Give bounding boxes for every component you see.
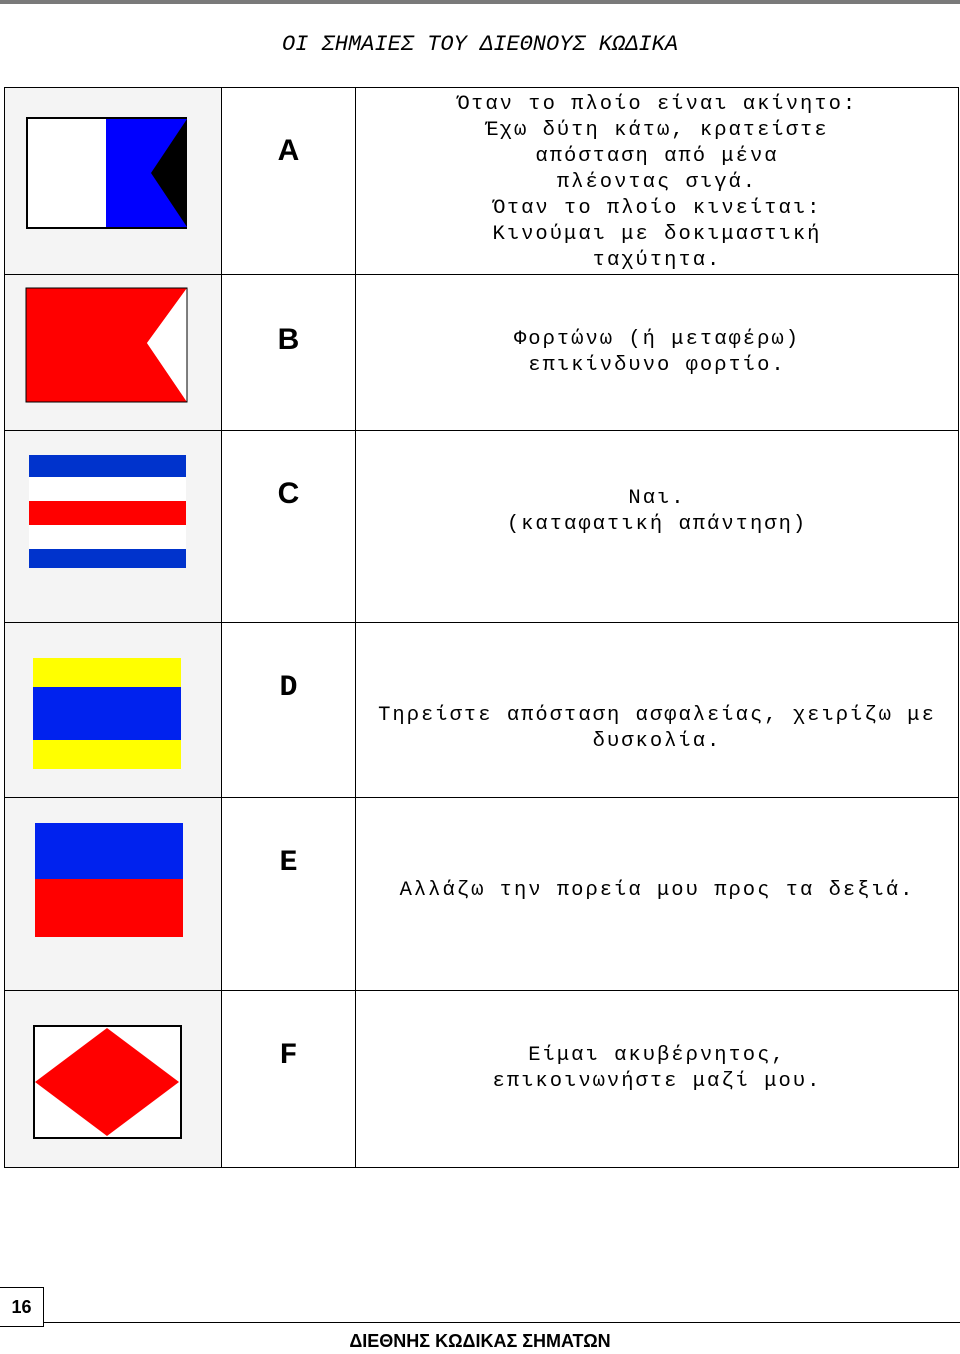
top-rule (0, 0, 960, 4)
flag-f-image (5, 991, 221, 1167)
flag-letter: E (279, 846, 298, 880)
letter-cell (222, 275, 356, 431)
flag-description: Φορτώνω (ή μεταφέρω) επικίνδυνο φορτίο. (513, 327, 801, 377)
description-cell (356, 798, 959, 991)
flag-d-image (5, 623, 221, 797)
letter-cell (222, 991, 356, 1168)
flag-description: Τηρείστε απόσταση ασφαλείας, χειρίζω με δυσκολία. (378, 704, 936, 753)
flag-cell (5, 88, 222, 275)
flag-cell (5, 991, 222, 1168)
footer-title: ΔΙΕΘΝΗΣ ΚΩΔΙΚΑΣ ΣΗΜΑΤΩΝ (349, 1331, 611, 1351)
flag-letter: F (279, 1039, 298, 1073)
letter-cell (222, 431, 356, 623)
table-row (5, 431, 959, 623)
letter-cell (222, 623, 356, 798)
flag-cell (5, 431, 222, 623)
flag-cell (5, 623, 222, 798)
flag-description: Είμαι ακυβέρνητος, επικοινωνήστε μαζί μου. (492, 1044, 822, 1093)
flag-letter: C (277, 477, 300, 510)
flag-a-image (5, 88, 221, 271)
table-row (5, 88, 959, 275)
flag-description: Αλλάζω την πορεία μου προς τα δεξιά. (399, 879, 915, 902)
description-cell (356, 991, 959, 1168)
flag-letter: B (277, 323, 300, 356)
flag-e-image (5, 798, 221, 990)
letter-cell (222, 798, 356, 991)
flag-cell (5, 275, 222, 431)
table-row (5, 991, 959, 1168)
description-cell (356, 88, 959, 275)
table-row (5, 798, 959, 991)
flag-description: Ναι. (καταφατική απάντηση) (506, 487, 808, 536)
flag-c-image (5, 431, 221, 622)
description-cell (356, 431, 959, 623)
description-cell (356, 623, 959, 798)
letter-cell (222, 88, 356, 275)
page-title: ΟΙ ΣΗΜΑΙΕΣ ΤΟΥ ΔΙΕΘΝΟΥΣ ΚΩΔΙΚΑ (281, 32, 679, 57)
flag-cell (5, 798, 222, 991)
description-cell (356, 275, 959, 431)
flag-description: Όταν το πλοίο είναι ακίνητο: Έχω δύτη κάτω, κρατείστε απόσταση από μένα πλέοντας σιγά. Όταν το πλοίο κινείται: Κινούμαι με δοκιμαστική ταχύτητα. (456, 93, 858, 272)
flag-b-image (5, 275, 221, 430)
page-number: 16 (0, 1287, 44, 1327)
flag-letter: A (277, 134, 300, 167)
flags-table (4, 87, 959, 1168)
flag-letter: D (279, 671, 298, 705)
footer-rule (44, 1322, 960, 1323)
table-row (5, 275, 959, 431)
table-row (5, 623, 959, 798)
